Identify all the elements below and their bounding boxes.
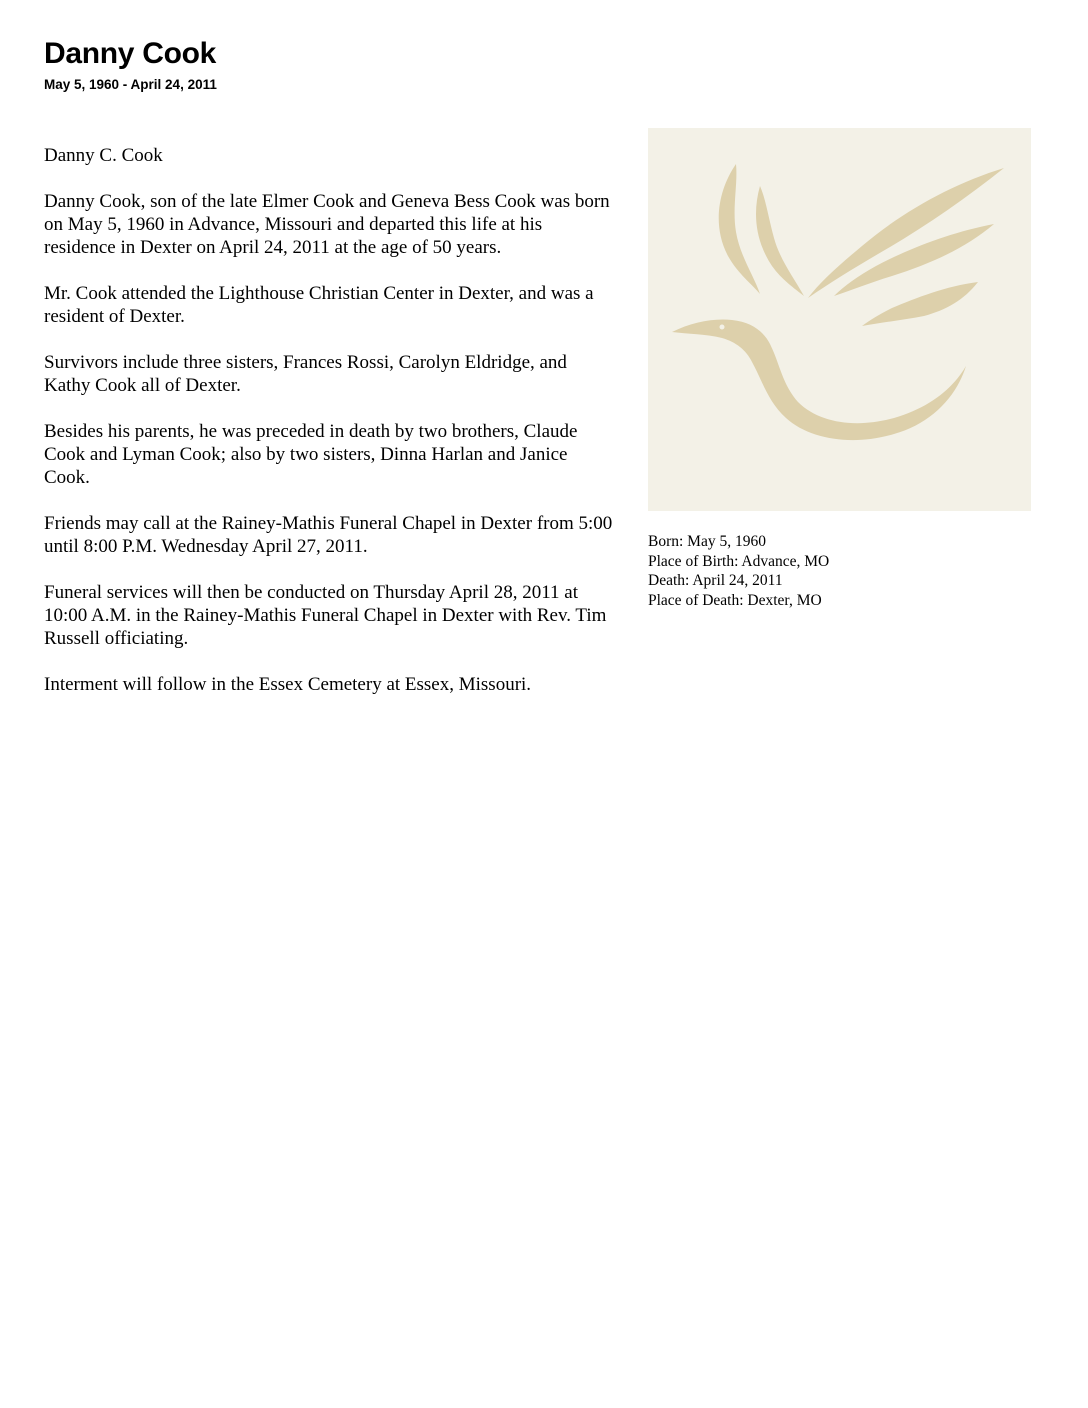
obituary-paragraph: Mr. Cook attended the Lighthouse Christian Center in Dexter, and was a resident of Dexter. (44, 283, 594, 327)
obituary-paragraph: Friends may call at the Rainey-Mathis Funeral Chapel in Dexter from 5:00 until 8:00 P.M. Wednesday April 27, 2011. (44, 513, 613, 557)
obituary-text (44, 144, 616, 719)
obituary-paragraph: Besides his parents, he was preceded in death by two brothers, Claude Cook and Lyman Cook; also by two sisters, Dinna Harlan and Janice Cook. (44, 421, 578, 488)
obituary-paragraph: Danny Cook, son of the late Elmer Cook and Geneva Bess Cook was born on May 5, 1960 in Advance, Missouri and departed this life at his residence in Dexter on April 24, 2011 at the age of 50 years. (44, 191, 610, 258)
place-of-death-fact: Place of Death: Dexter, MO (648, 591, 822, 609)
death-fact: Death: April 24, 2011 (648, 572, 783, 589)
place-of-birth-fact: Place of Birth: Advance, MO (648, 552, 830, 570)
obituary-paragraph: Funeral services will then be conducted on Thursday April 28, 2011 at 10:00 A.M. in the Rainey-Mathis Funeral Chapel in Dexter with Rev. Tim Russell officiating. (44, 582, 607, 649)
life-dates: May 5, 1960 - April 24, 2011 (44, 77, 217, 92)
obituary-header (44, 36, 217, 94)
vital-facts (648, 532, 829, 610)
obituary-paragraph: Danny C. Cook (44, 145, 163, 166)
obituary-paragraph: Interment will follow in the Essex Cemetery at Essex, Missouri. (44, 674, 532, 695)
obituary-paragraph: Survivors include three sisters, Frances Rossi, Carolyn Eldridge, and Kathy Cook all of Dexter. (44, 352, 567, 396)
born-fact: Born: May 5, 1960 (648, 533, 766, 550)
dove-icon (648, 128, 1031, 511)
memorial-image (648, 128, 1031, 511)
deceased-name: Danny Cook (44, 37, 217, 70)
